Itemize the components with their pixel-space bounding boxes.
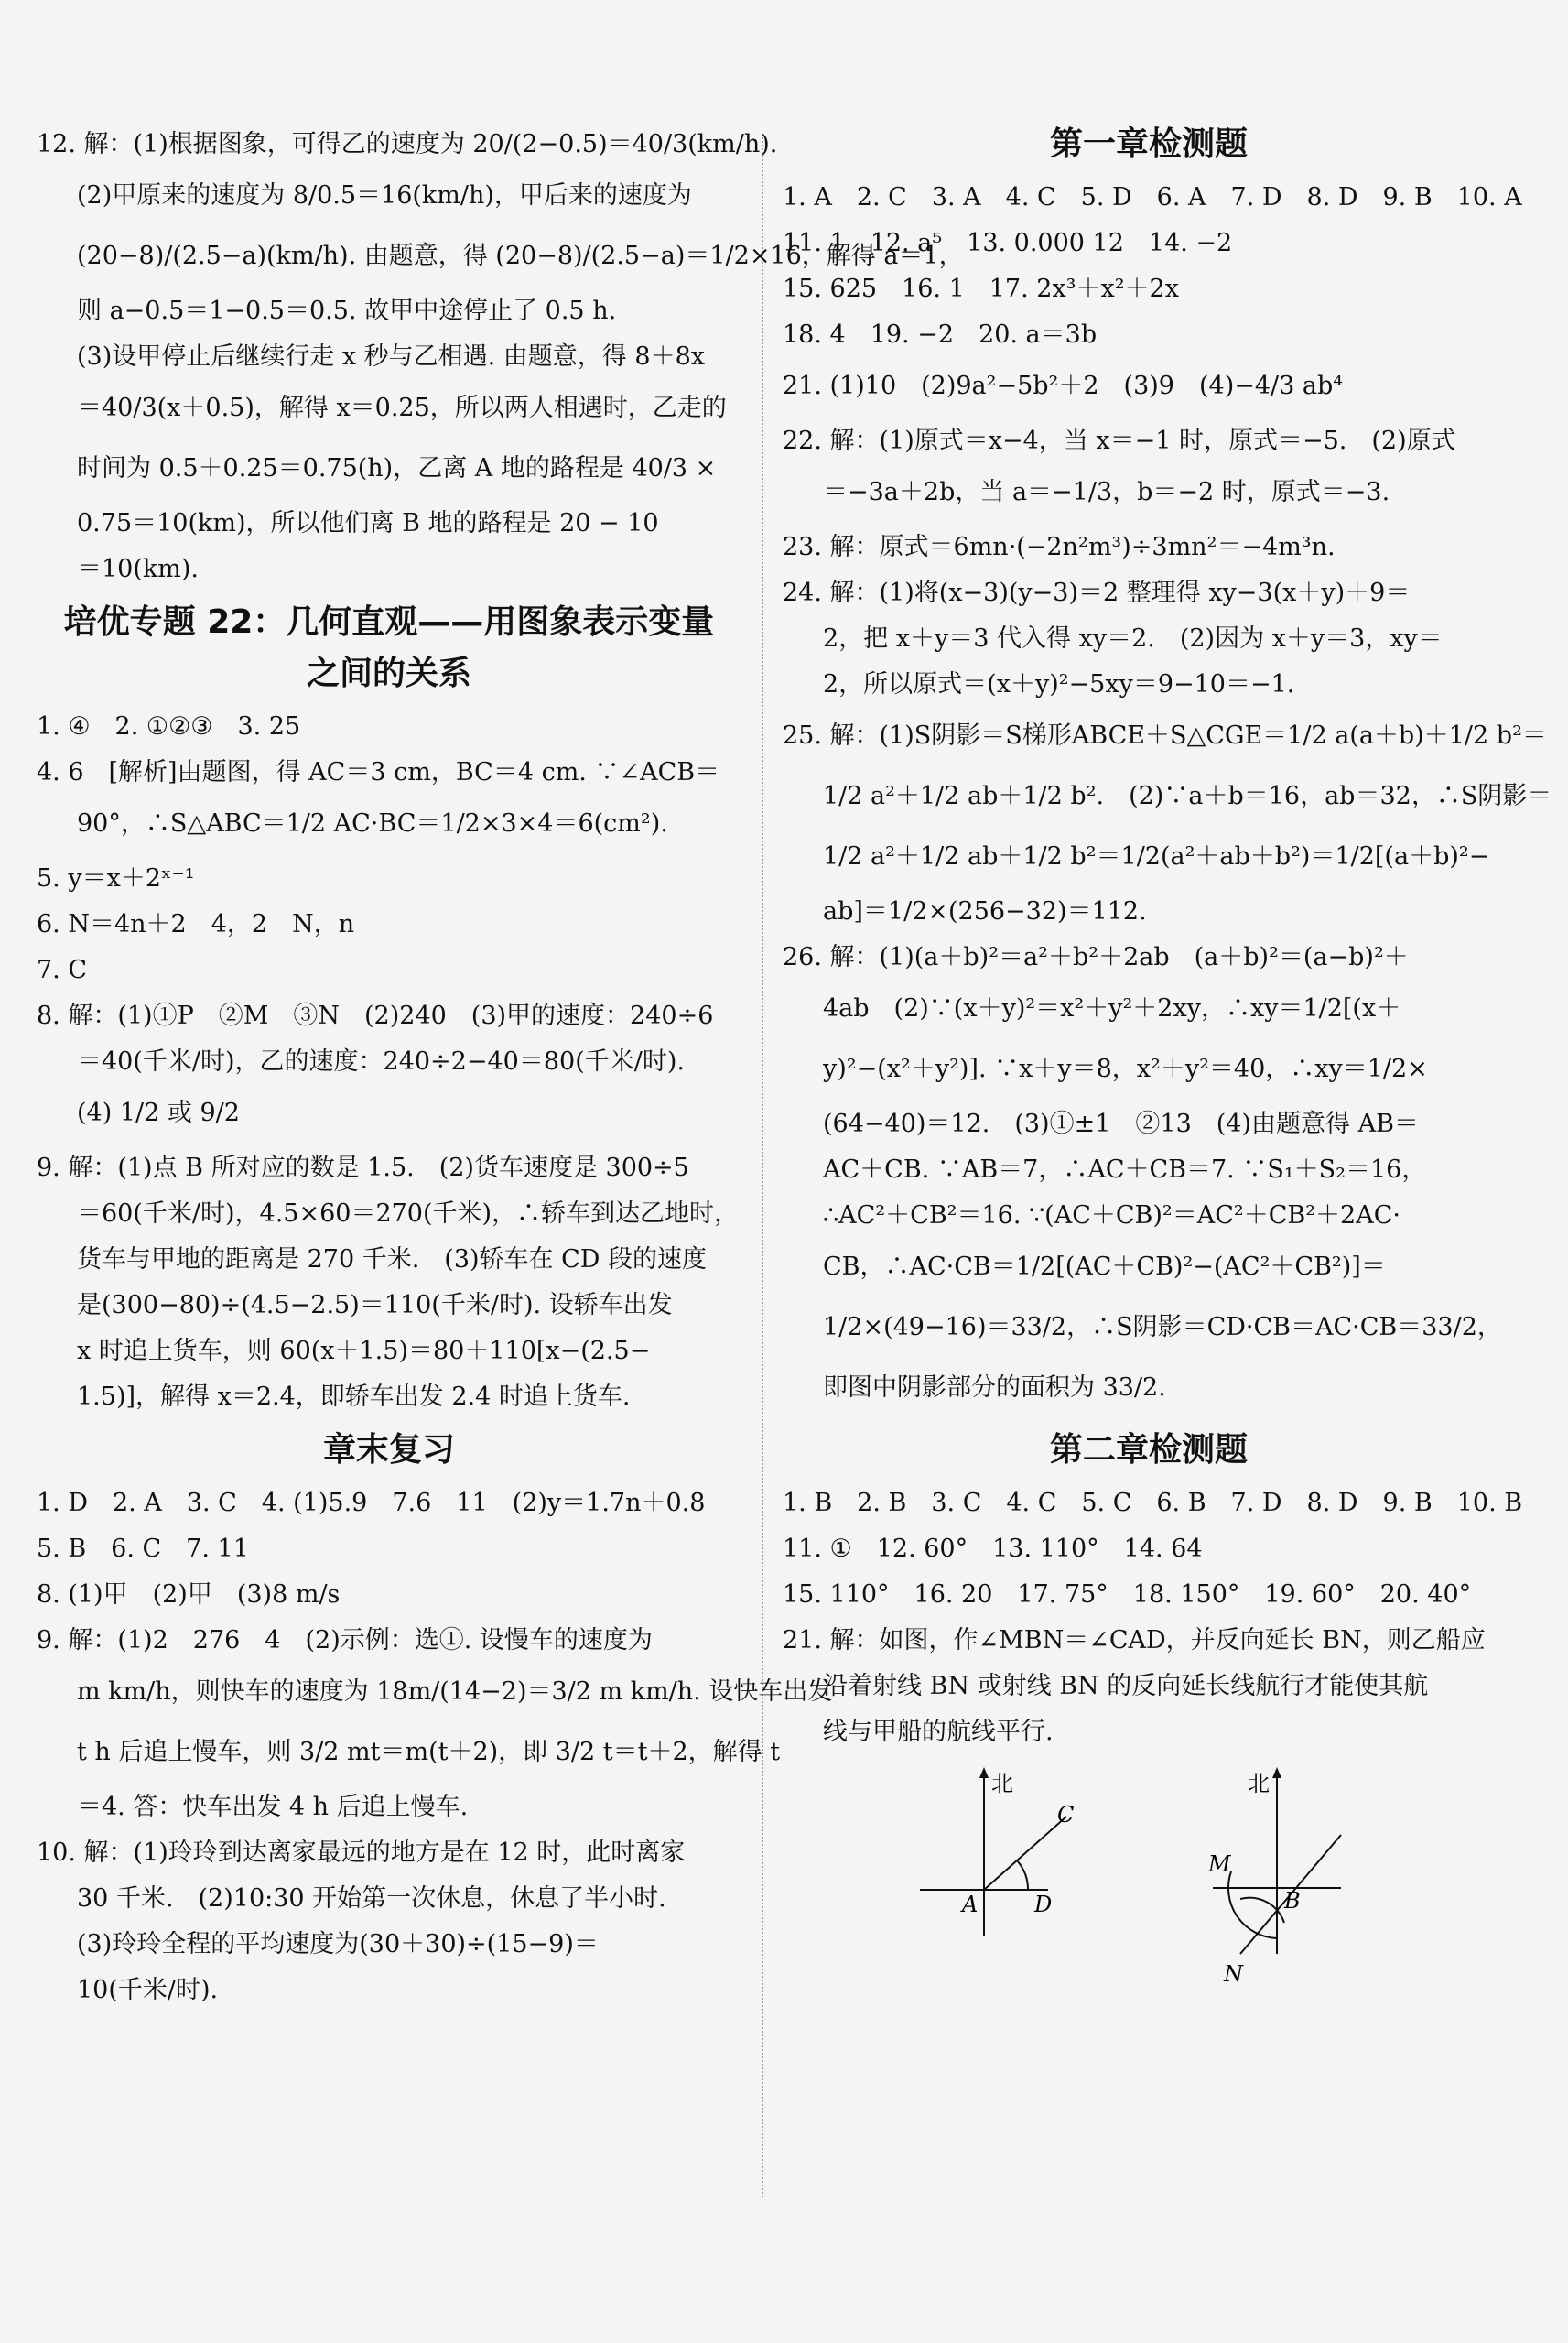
q12-line-6: ＝40/3(x＋0.5)，解得 x＝0.25，所以两人相遇时，乙走的 [77,394,727,422]
topic-line-1: 1. ④ 2. ①②③ 3. 25 [37,712,301,741]
ch2-line-6: 线与甲船的航线平行. [823,1718,1054,1746]
topic-line-10: 9. 解：(1)点 B 所对应的数是 1.5. (2)货车速度是 300÷5 [37,1154,689,1182]
ch1-line-10: 2，把 x＋y＝3 代入得 xy＝2. (2)因为 x＋y＝3，xy＝ [823,624,1443,653]
ch1-line-9: 24. 解：(1)将(x−3)(y−3)＝2 整理得 xy−3(x＋y)＋9＝ [783,579,1411,607]
ship-direction-figure [783,1762,1515,2000]
right-column [783,125,1552,2000]
ch1-line-4: 18. 4 19. −2 20. a＝3b [783,320,1098,349]
ch1-line-21: ∴AC²＋CB²＝16. ∵(AC＋CB)²＝AC²＋CB²＋2AC· [823,1201,1400,1230]
ch1-line-24: 即图中阴影部分的面积为 33/2. [823,1373,1166,1402]
review-line-5: m km/h，则快车的速度为 18m/(14−2)＝3/2 m km/h. 设快车出发 [77,1677,833,1706]
topic-line-11: ＝60(千米/时)，4.5×60＝270(千米)，∴轿车到达乙地时， [77,1199,740,1228]
review-line-6: t h 后追上慢车，则 3/2 mt＝m(t＋2)，即 3/2 t＝t＋2，解得 t [77,1738,781,1766]
angle-arc-b [1228,1871,1277,1938]
topic-line-4: 5. y＝x＋2ˣ⁻¹ [37,864,195,893]
q12-line-1: 12. 解：(1)根据图象，可得乙的速度为 20/(2−0.5)＝40/3(km/h). [37,130,778,158]
topic-line-15: 1.5)]，解得 x＝2.4，即轿车出发 2.4 时追上货车. [77,1383,631,1411]
topic-line-9: (4) 1/2 或 9/2 [77,1099,240,1127]
ray-ac [984,1817,1066,1890]
ch1-line-11: 2，所以原式＝(x＋y)²−5xy＝9−10＝−1. [823,670,1295,699]
ch1-line-2: 11. 1 12. a⁵ 13. 0.000 12 14. −2 [783,229,1233,257]
north-arrow-b [1272,1767,1281,1778]
heading-chapter-2-test: 第二章检测题 [1049,1431,1248,1469]
q12-line-3: (20−8)/(2.5−a)(km/h). 由题意，得 (20−8)/(2.5−a)＝1/2×16，解得 a＝1， [77,242,964,270]
ch2-line-1: 1. B 2. B 3. C 4. C 5. C 6. B 7. D 8. D 9. B 10. B [783,1489,1523,1517]
topic-line-5: 6. N＝4n＋2 4，2 N，n [37,910,355,938]
q12-line-8: 0.75＝10(km)，所以他们离 B 地的路程是 20 − 10 [77,509,659,537]
label-c: C [1057,1802,1075,1828]
ch1-line-20: AC＋CB. ∵AB＝7，∴AC＋CB＝7. ∵S₁＋S₂＝16， [823,1155,1427,1184]
topic-line-12: 货车与甲地的距离是 270 千米. (3)轿车在 CD 段的速度 [77,1245,707,1274]
review-line-1: 1. D 2. A 3. C 4. (1)5.9 7.6 11 (2)y＝1.7n＋0.8 [37,1489,706,1517]
ch1-line-23: 1/2×(49−16)＝33/2，∴S阴影＝CD·CB＝AC·CB＝33/2， [823,1313,1502,1341]
ch1-line-16: 26. 解：(1)(a＋b)²＝a²＋b²＋2ab (a＋b)²＝(a−b)²＋ [783,943,1409,971]
ch1-line-7: ＝−3a＋2b，当 a＝−1/3，b＝−2 时，原式＝−3. [823,478,1390,506]
diagram-b [1213,1774,1341,1954]
topic-line-8: ＝40(千米/时)，乙的速度：240÷2−40＝80(千米/时). [77,1047,685,1076]
ch2-line-4: 21. 解：如图，作∠MBN＝∠CAD，并反向延长 BN，则乙船应 [783,1626,1486,1654]
ch1-line-8: 23. 解：原式＝6mn·(−2n²m³)÷3mn²＝−4m³n. [783,533,1336,561]
ch1-line-22: CB，∴AC·CB＝1/2[(AC＋CB)²−(AC²＋CB²)]＝ [823,1253,1386,1281]
label-b: B [1284,1888,1301,1914]
ch2-line-5: 沿着射线 BN 或射线 BN 的反向延长线航行才能使其航 [823,1672,1429,1700]
review-line-10: (3)玲玲全程的平均速度为(30＋30)÷(15−9)＝ [77,1930,599,1958]
ch1-line-6: 22. 解：(1)原式＝x−4，当 x＝−1 时，原式＝−5. (2)原式 [783,427,1456,455]
review-line-2: 5. B 6. C 7. 11 [37,1535,249,1563]
label-n: N [1224,1961,1243,1987]
heading-chapter-review: 章末复习 [322,1431,455,1469]
ch1-line-1: 1. A 2. C 3. A 4. C 5. D 6. A 7. D 8. D 9. B 10. A [783,183,1522,212]
ch1-line-19: (64−40)＝12. (3)①±1 ②13 (4)由题意得 AB＝ [823,1110,1419,1138]
ch1-line-12: 25. 解：(1)S阴影＝S梯形ABCE＋S△CGE＝1/2 a(a＋b)＋1/2 b²＝ [783,721,1547,750]
heading-special-topic-22-cont: 之间的关系 [306,655,471,692]
topic-line-6: 7. C [37,956,88,984]
direction-diagram [783,1762,1515,2000]
ch1-line-18: y)²−(x²＋y²)]. ∵x＋y＝8，x²＋y²＝40，∴xy＝1/2× [823,1055,1428,1083]
q12-line-9: ＝10(km). [77,555,199,583]
ch1-line-17: 4ab (2)∵(x＋y)²＝x²＋y²＋2xy，∴xy＝1/2[(x＋ [823,994,1401,1023]
ch1-line-14: 1/2 a²＋1/2 ab＋1/2 b²＝1/2(a²＋ab＋b²)＝1/2[(a＋b)²− [823,842,1490,871]
column-divider [762,137,763,2197]
review-line-7: ＝4. 答：快车出发 4 h 后追上慢车. [77,1793,469,1821]
ch1-line-13: 1/2 a²＋1/2 ab＋1/2 b². (2)∵a＋b＝16，ab＝32，∴S阴影＝ [823,782,1552,810]
north-label-b: 北 [1248,1771,1270,1796]
label-a: A [962,1892,979,1917]
topic-line-2: 4. 6 [解析]由题图，得 AC＝3 cm，BC＝4 cm. ∵∠ACB＝ [37,758,720,786]
north-arrow-a [979,1767,989,1778]
ch1-line-15: ab]＝1/2×(256−32)＝112. [823,897,1147,926]
review-line-11: 10(千米/时). [77,1976,219,2004]
label-d: D [1034,1892,1053,1917]
review-line-8: 10. 解：(1)玲玲到达离家最远的地方是在 12 时，此时离家 [37,1839,686,1867]
ch2-line-3: 15. 110° 16. 20 17. 75° 18. 150° 19. 60° 20. 40° [783,1580,1472,1609]
topic-line-7: 8. 解：(1)①P ②M ③N (2)240 (3)甲的速度：240÷6 [37,1002,714,1030]
q12-line-7: 时间为 0.5＋0.25＝0.75(h)，乙离 A 地的路程是 40/3 × [77,454,717,483]
review-line-9: 30 千米. (2)10:30 开始第一次休息，休息了半小时. [77,1884,666,1913]
ch1-line-5: 21. (1)10 (2)9a²−5b²＋2 (3)9 (4)−4/3 ab⁴ [783,372,1344,400]
label-m: M [1208,1851,1231,1877]
q12-line-5: (3)设甲停止后继续行走 x 秒与乙相遇. 由题意，得 8＋8x [77,342,705,371]
heading-chapter-1-test: 第一章检测题 [1049,125,1248,163]
heading-special-topic-22: 培优专题 22：几何直观——用图象表示变量 [63,603,715,641]
ch1-line-3: 15. 625 16. 1 17. 2x³＋x²＋2x [783,275,1179,303]
q12-line-4: 则 a−0.5＝1−0.5＝0.5. 故甲中途停止了 0.5 h. [77,297,617,325]
north-label-a: 北 [991,1771,1013,1796]
topic-line-14: x 时追上货车，则 60(x＋1.5)＝80＋110[x−(2.5− [77,1337,651,1365]
ch2-line-2: 11. ① 12. 60° 13. 110° 14. 64 [783,1535,1203,1563]
angle-arc-a [1017,1860,1028,1890]
review-line-3: 8. (1)甲 (2)甲 (3)8 m/s [37,1580,341,1609]
review-line-4: 9. 解：(1)2 276 4 (2)示例：选①. 设慢车的速度为 [37,1626,653,1654]
topic-line-3: 90°，∴S△ABC＝1/2 AC·BC＝1/2×3×4＝6(cm²). [77,809,668,838]
topic-line-13: 是(300−80)÷(4.5−2.5)＝110(千米/时). 设轿车出发 [77,1291,673,1319]
q12-line-2: (2)甲原来的速度为 8/0.5＝16(km/h)，甲后来的速度为 [77,181,692,210]
